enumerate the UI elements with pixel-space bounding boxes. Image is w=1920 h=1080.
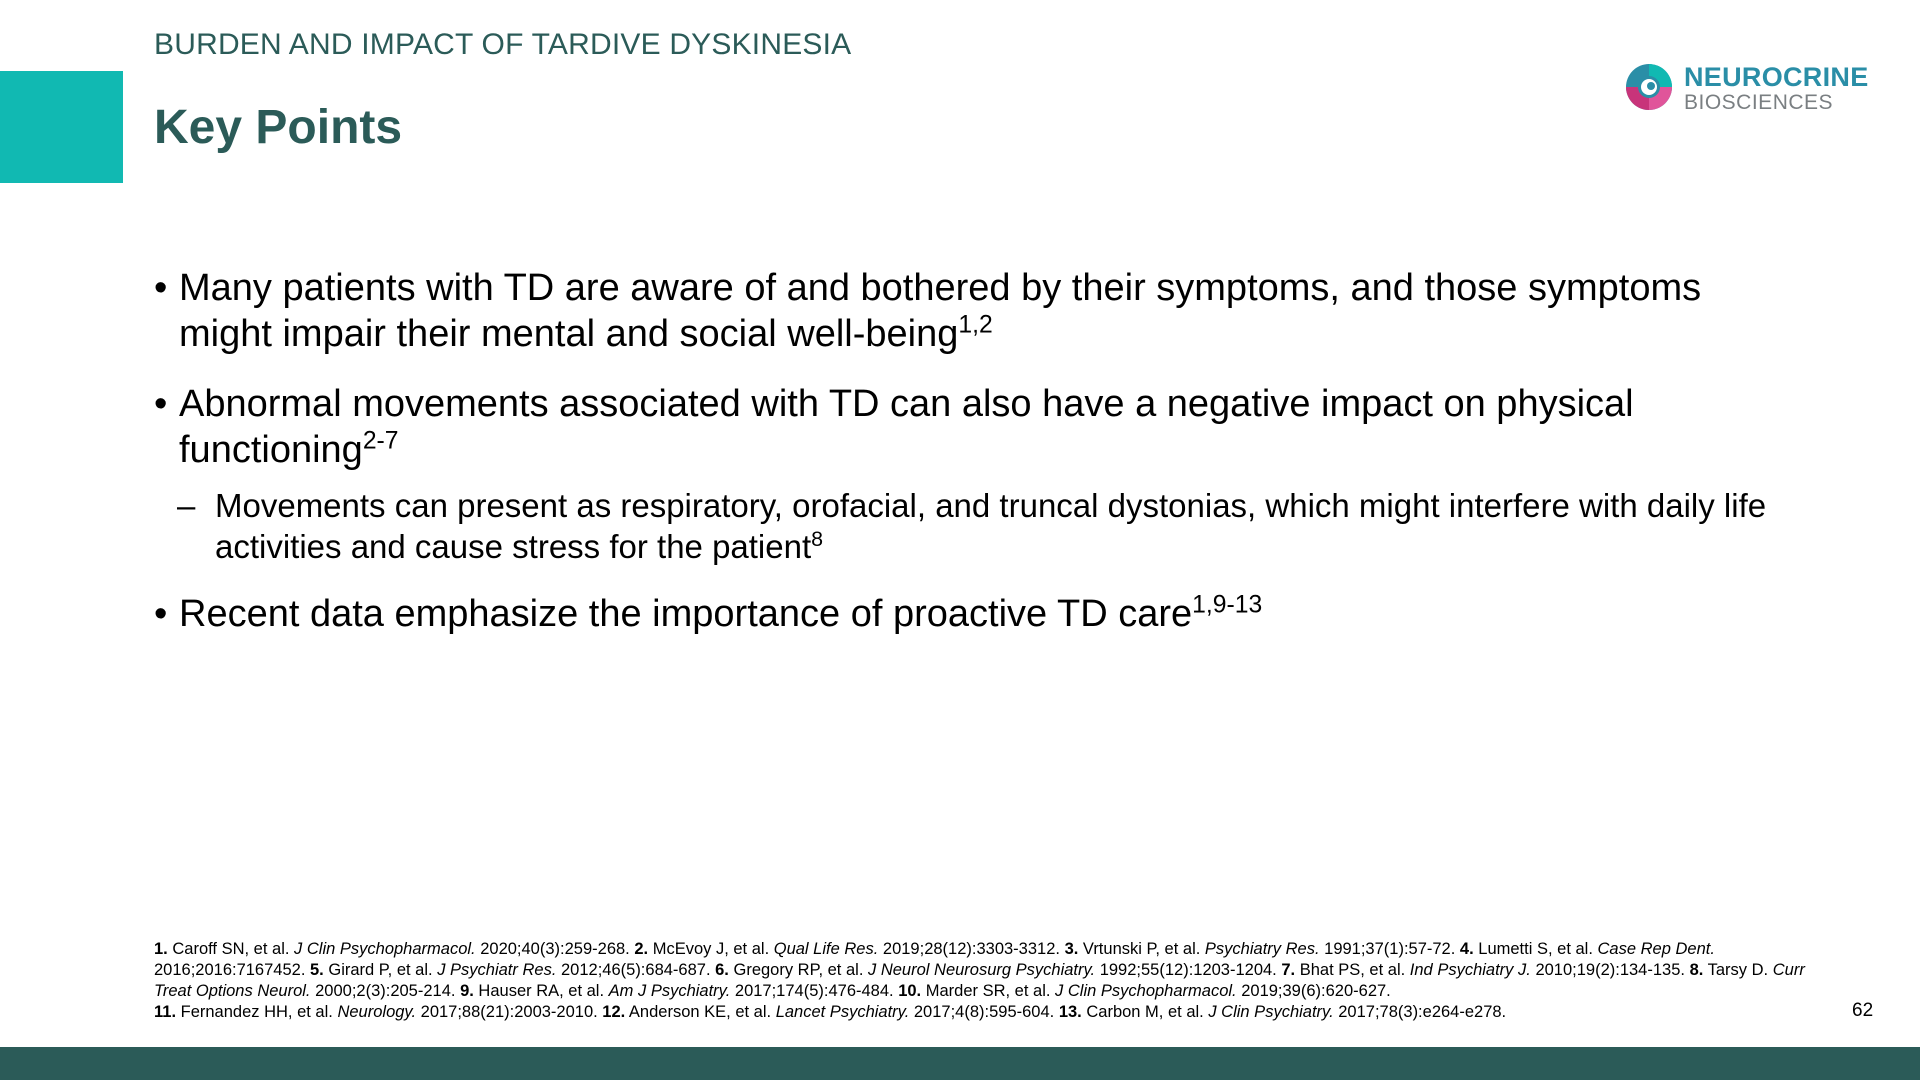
ref-journal: J Clin Psychopharmacol. bbox=[1055, 982, 1237, 1000]
citation-superscript: 8 bbox=[811, 527, 824, 552]
bullet-marker: • bbox=[154, 593, 168, 635]
ref-cite: 2020;40(3):259-268. bbox=[480, 940, 630, 958]
ref-cite: 1992;55(12):1203-1204. bbox=[1099, 961, 1277, 979]
bullet-text: Recent data emphasize the importance of proactive TD care bbox=[179, 593, 1193, 635]
ref-cite: 2017;174(5):476-484. bbox=[734, 982, 894, 1000]
references bbox=[154, 939, 1834, 1023]
bullet-text: Many patients with TD are aware of and bothered by their symptoms, and those symptoms might impair their mental and social well-being bbox=[179, 267, 1702, 355]
citation-superscript: 1,9-13 bbox=[1192, 591, 1263, 619]
ref-journal: Neurology. bbox=[337, 1003, 417, 1021]
ref-number: 1. bbox=[154, 940, 168, 958]
bullet-item bbox=[154, 381, 1794, 473]
ref-journal: J Psychiatr Res. bbox=[437, 961, 557, 979]
citation-superscript: 1,2 bbox=[958, 311, 993, 339]
ref-journal: Case Rep Dent. bbox=[1597, 940, 1715, 958]
sub-bullet-item bbox=[154, 485, 1795, 567]
ref-journal: Lancet Psychiatry. bbox=[775, 1003, 910, 1021]
footer-bar bbox=[0, 1047, 1920, 1080]
ref-cite: 2016;2016:7167452. bbox=[154, 961, 306, 979]
ref-journal: Ind Psychiatry J. bbox=[1409, 961, 1531, 979]
ref-number: 12. bbox=[602, 1003, 626, 1021]
ref-journal: Curr Treat Options Neurol. bbox=[154, 961, 1805, 1000]
page-number: 62 bbox=[1852, 1000, 1874, 1021]
ref-authors: Bhat PS, et al. bbox=[1299, 961, 1406, 979]
citation-superscript: 2-7 bbox=[362, 427, 399, 455]
logo-subtitle: BIOSCIENCES bbox=[1684, 91, 1834, 114]
bullet-item bbox=[154, 591, 1794, 637]
bullet-item bbox=[154, 265, 1794, 357]
section-label: BURDEN AND IMPACT OF TARDIVE DYSKINESIA bbox=[154, 28, 852, 61]
ref-cite: 2000;2(3):205-214. bbox=[315, 982, 456, 1000]
bullet-marker: • bbox=[154, 383, 168, 425]
ref-journal: Psychiatry Res. bbox=[1204, 940, 1320, 958]
ref-number: 11. bbox=[154, 1003, 177, 1021]
ref-authors: Girard P, et al. bbox=[328, 961, 433, 979]
ref-cite: 1991;37(1):57-72. bbox=[1324, 940, 1456, 958]
key-points-list bbox=[154, 265, 1794, 661]
logo-wordmark: NEUROCRINE bbox=[1684, 62, 1869, 92]
ref-journal: J Clin Psychopharmacol. bbox=[294, 940, 476, 958]
ref-number: 13. bbox=[1058, 1003, 1082, 1021]
neurocrine-swirl-icon bbox=[1624, 62, 1674, 112]
ref-cite: 2019;28(12):3303-3312. bbox=[882, 940, 1060, 958]
ref-number: 5. bbox=[310, 961, 324, 979]
ref-authors: Lumetti S, et al. bbox=[1478, 940, 1593, 958]
accent-block bbox=[0, 71, 123, 183]
ref-authors: Anderson KE, et al. bbox=[628, 1003, 772, 1021]
ref-authors: Carbon M, et al. bbox=[1086, 1003, 1204, 1021]
ref-number: 4. bbox=[1459, 940, 1474, 958]
ref-number: 10. bbox=[898, 982, 922, 1000]
ref-number: 6. bbox=[715, 961, 729, 979]
ref-number: 8. bbox=[1689, 961, 1704, 979]
slide-title: Key Points bbox=[154, 101, 403, 154]
ref-journal: J Neurol Neurosurg Psychiatry. bbox=[868, 961, 1096, 979]
bullet-marker: • bbox=[154, 267, 168, 309]
ref-number: 9. bbox=[460, 982, 474, 1000]
ref-number: 3. bbox=[1064, 940, 1079, 958]
ref-authors: Hauser RA, et al. bbox=[478, 982, 605, 1000]
ref-journal: Am J Psychiatry. bbox=[608, 982, 731, 1000]
neurocrine-logo bbox=[1624, 58, 1894, 118]
ref-cite: 2017;78(3):e264-e278. bbox=[1338, 1003, 1507, 1021]
sub-bullet-marker: – bbox=[177, 487, 196, 524]
ref-authors: Vrtunski P, et al. bbox=[1082, 940, 1201, 958]
ref-journal: J Clin Psychiatry. bbox=[1208, 1003, 1334, 1021]
ref-cite: 2010;19(2):134-135. bbox=[1535, 961, 1685, 979]
ref-journal: Qual Life Res. bbox=[773, 940, 879, 958]
ref-cite: 2017;88(21):2003-2010. bbox=[420, 1003, 598, 1021]
ref-authors: Fernandez HH, et al. bbox=[180, 1003, 333, 1021]
ref-number: 7. bbox=[1281, 961, 1296, 979]
ref-authors: McEvoy J, et al. bbox=[652, 940, 770, 958]
ref-authors: Marder SR, et al. bbox=[925, 982, 1051, 1000]
ref-authors: Caroff SN, et al. bbox=[172, 940, 290, 958]
ref-cite: 2012;46(5):684-687. bbox=[561, 961, 711, 979]
sub-bullet-text: Movements can present as respiratory, orofacial, and truncal dystonias, which might interfere with daily life activities and cause stress for the patient bbox=[215, 487, 1767, 565]
bullet-text: Abnormal movements associated with TD can also have a negative impact on physical functioning bbox=[179, 383, 1634, 471]
ref-authors: Tarsy D. bbox=[1707, 961, 1769, 979]
ref-cite: 2019;39(6):620-627. bbox=[1241, 982, 1391, 1000]
ref-number: 2. bbox=[634, 940, 649, 958]
ref-cite: 2017;4(8):595-604. bbox=[913, 1003, 1055, 1021]
ref-authors: Gregory RP, et al. bbox=[733, 961, 864, 979]
